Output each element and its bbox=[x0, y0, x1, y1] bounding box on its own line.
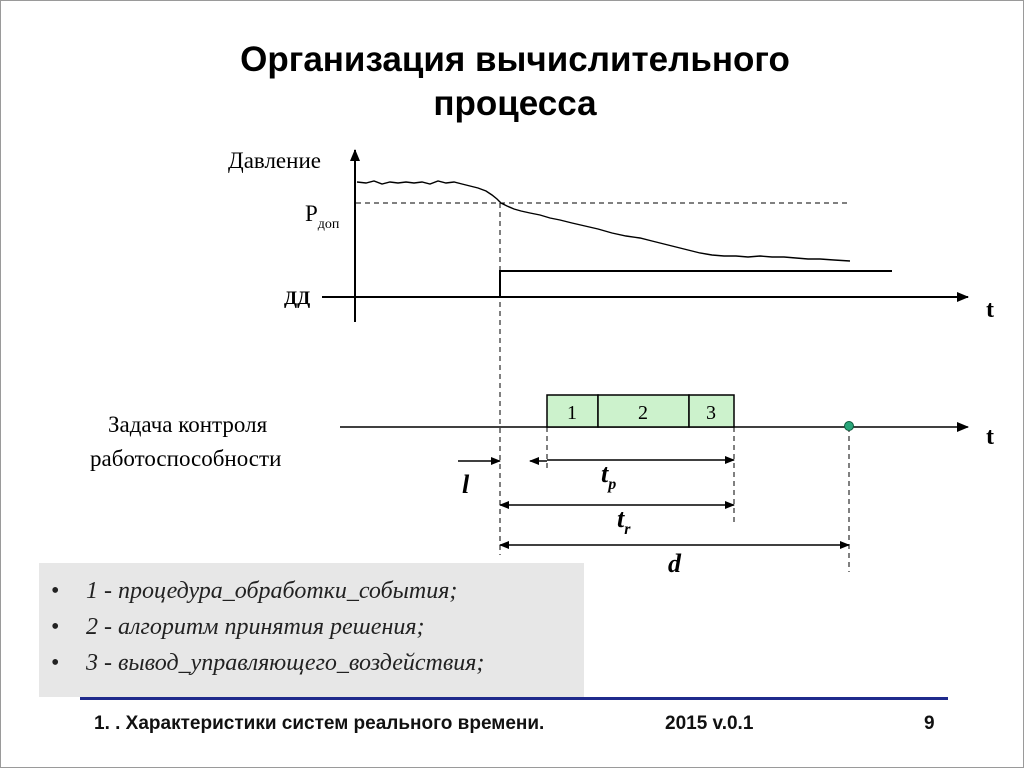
threshold-label-main: P bbox=[305, 201, 318, 226]
deadline-marker bbox=[845, 422, 854, 431]
lower-time-label: t bbox=[986, 424, 994, 450]
legend-item bbox=[51, 609, 484, 645]
interval-tp-main: t bbox=[601, 459, 609, 488]
pressure-curve bbox=[357, 181, 850, 261]
legend-box bbox=[39, 563, 584, 697]
phase-blocks bbox=[547, 395, 734, 427]
upper-time-label: t bbox=[986, 297, 994, 323]
sensor-signal-line bbox=[500, 271, 892, 297]
page-number: 9 bbox=[924, 713, 935, 734]
task-label-line-2: работоспособности bbox=[90, 446, 282, 471]
phase-label-2: 2 bbox=[638, 402, 648, 424]
title-line-1: Организация вычислительного bbox=[240, 40, 790, 79]
interval-d-label: d bbox=[668, 549, 681, 578]
interval-tp-sub: p bbox=[608, 476, 617, 493]
interval-tr-sub: r bbox=[624, 521, 631, 538]
phase-label-1: 1 bbox=[567, 402, 577, 424]
legend-item bbox=[51, 573, 484, 609]
interval-l-label: l bbox=[462, 470, 470, 499]
interval-tp-label bbox=[601, 459, 616, 493]
interval-tr-label bbox=[617, 504, 631, 538]
legend-list bbox=[51, 573, 484, 681]
footer-course-title: 1. . Характеристики систем реального времени. bbox=[94, 713, 545, 734]
legend-bullet: • bbox=[51, 650, 60, 676]
title-line-2: процесса bbox=[433, 84, 597, 123]
threshold-label bbox=[305, 201, 340, 232]
legend-bullet: • bbox=[51, 578, 60, 604]
footer-version: 2015 v.0.1 bbox=[665, 713, 754, 734]
signal-label: ДД bbox=[284, 288, 311, 309]
task-label-line-1: Задача контроля bbox=[108, 412, 268, 437]
legend-item-text: 1 - процедура_обработки_события; bbox=[86, 578, 458, 604]
legend-item-text: 3 - вывод_управляющего_воздействия; bbox=[86, 650, 485, 676]
pressure-axis-label: Давление bbox=[228, 148, 321, 173]
interval-tr-main: t bbox=[617, 504, 625, 533]
footer-rule bbox=[80, 697, 948, 700]
legend-item-text: 2 - алгоритм принятия решения; bbox=[86, 614, 425, 640]
legend-bullet: • bbox=[51, 614, 60, 640]
phase-label-3: 3 bbox=[706, 402, 716, 424]
threshold-label-sub: доп bbox=[317, 217, 340, 232]
legend-item bbox=[51, 645, 484, 681]
